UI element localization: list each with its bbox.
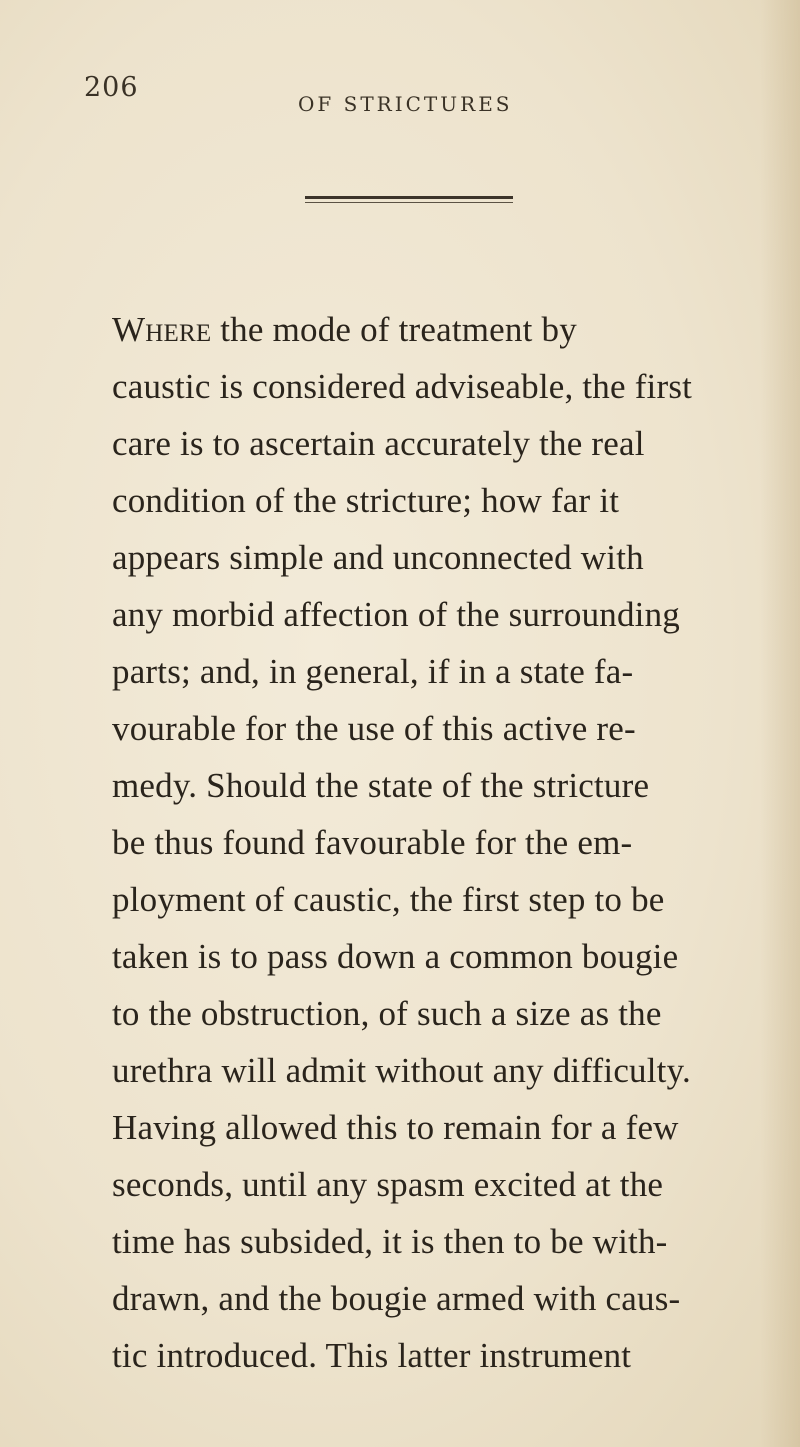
opening-word: Where [112, 310, 212, 349]
page-number: 206 [84, 72, 139, 103]
text-line-13: to the obstruction, of such a size as the [112, 994, 662, 1033]
page-edge-shadow [760, 0, 800, 1447]
text-line-10: be thus found favourable for the em- [112, 823, 633, 862]
text-line-11: ployment of caustic, the first step to be [112, 880, 665, 919]
text-line-17: time has subsided, it is then to be with- [112, 1222, 668, 1261]
text-line-6: any morbid affection of the surrounding [112, 595, 680, 634]
text-line-15: Having allowed this to remain for a few [112, 1108, 679, 1147]
text-line-4: condition of the stricture; how far it [112, 481, 620, 520]
text-line-7: parts; and, in general, if in a state fa- [112, 652, 634, 691]
text-line-2: caustic is considered adviseable, the first [112, 367, 693, 406]
text-line-16: seconds, until any spasm excited at the [112, 1165, 664, 1204]
running-head: OF STRICTURES [298, 92, 513, 116]
text-line-18: drawn, and the bougie armed with caus- [112, 1279, 681, 1318]
line-1-rest: the mode of treatment by [211, 310, 577, 349]
text-line-14: urethra will admit without any difficulty. [112, 1051, 691, 1090]
header-rule-thin [305, 202, 513, 203]
text-line-8: vourable for the use of this active re- [112, 709, 636, 748]
header-rule-thick [305, 196, 513, 199]
text-line-19: tic introduced. This latter instrument [112, 1336, 632, 1375]
text-line-12: taken is to pass down a common bougie [112, 937, 679, 976]
text-line-9: medy. Should the state of the stricture [112, 766, 650, 805]
text-line-1 [112, 310, 712, 350]
text-line-5: appears simple and unconnected with [112, 538, 644, 577]
text-line-3: care is to ascertain accurately the real [112, 424, 645, 463]
